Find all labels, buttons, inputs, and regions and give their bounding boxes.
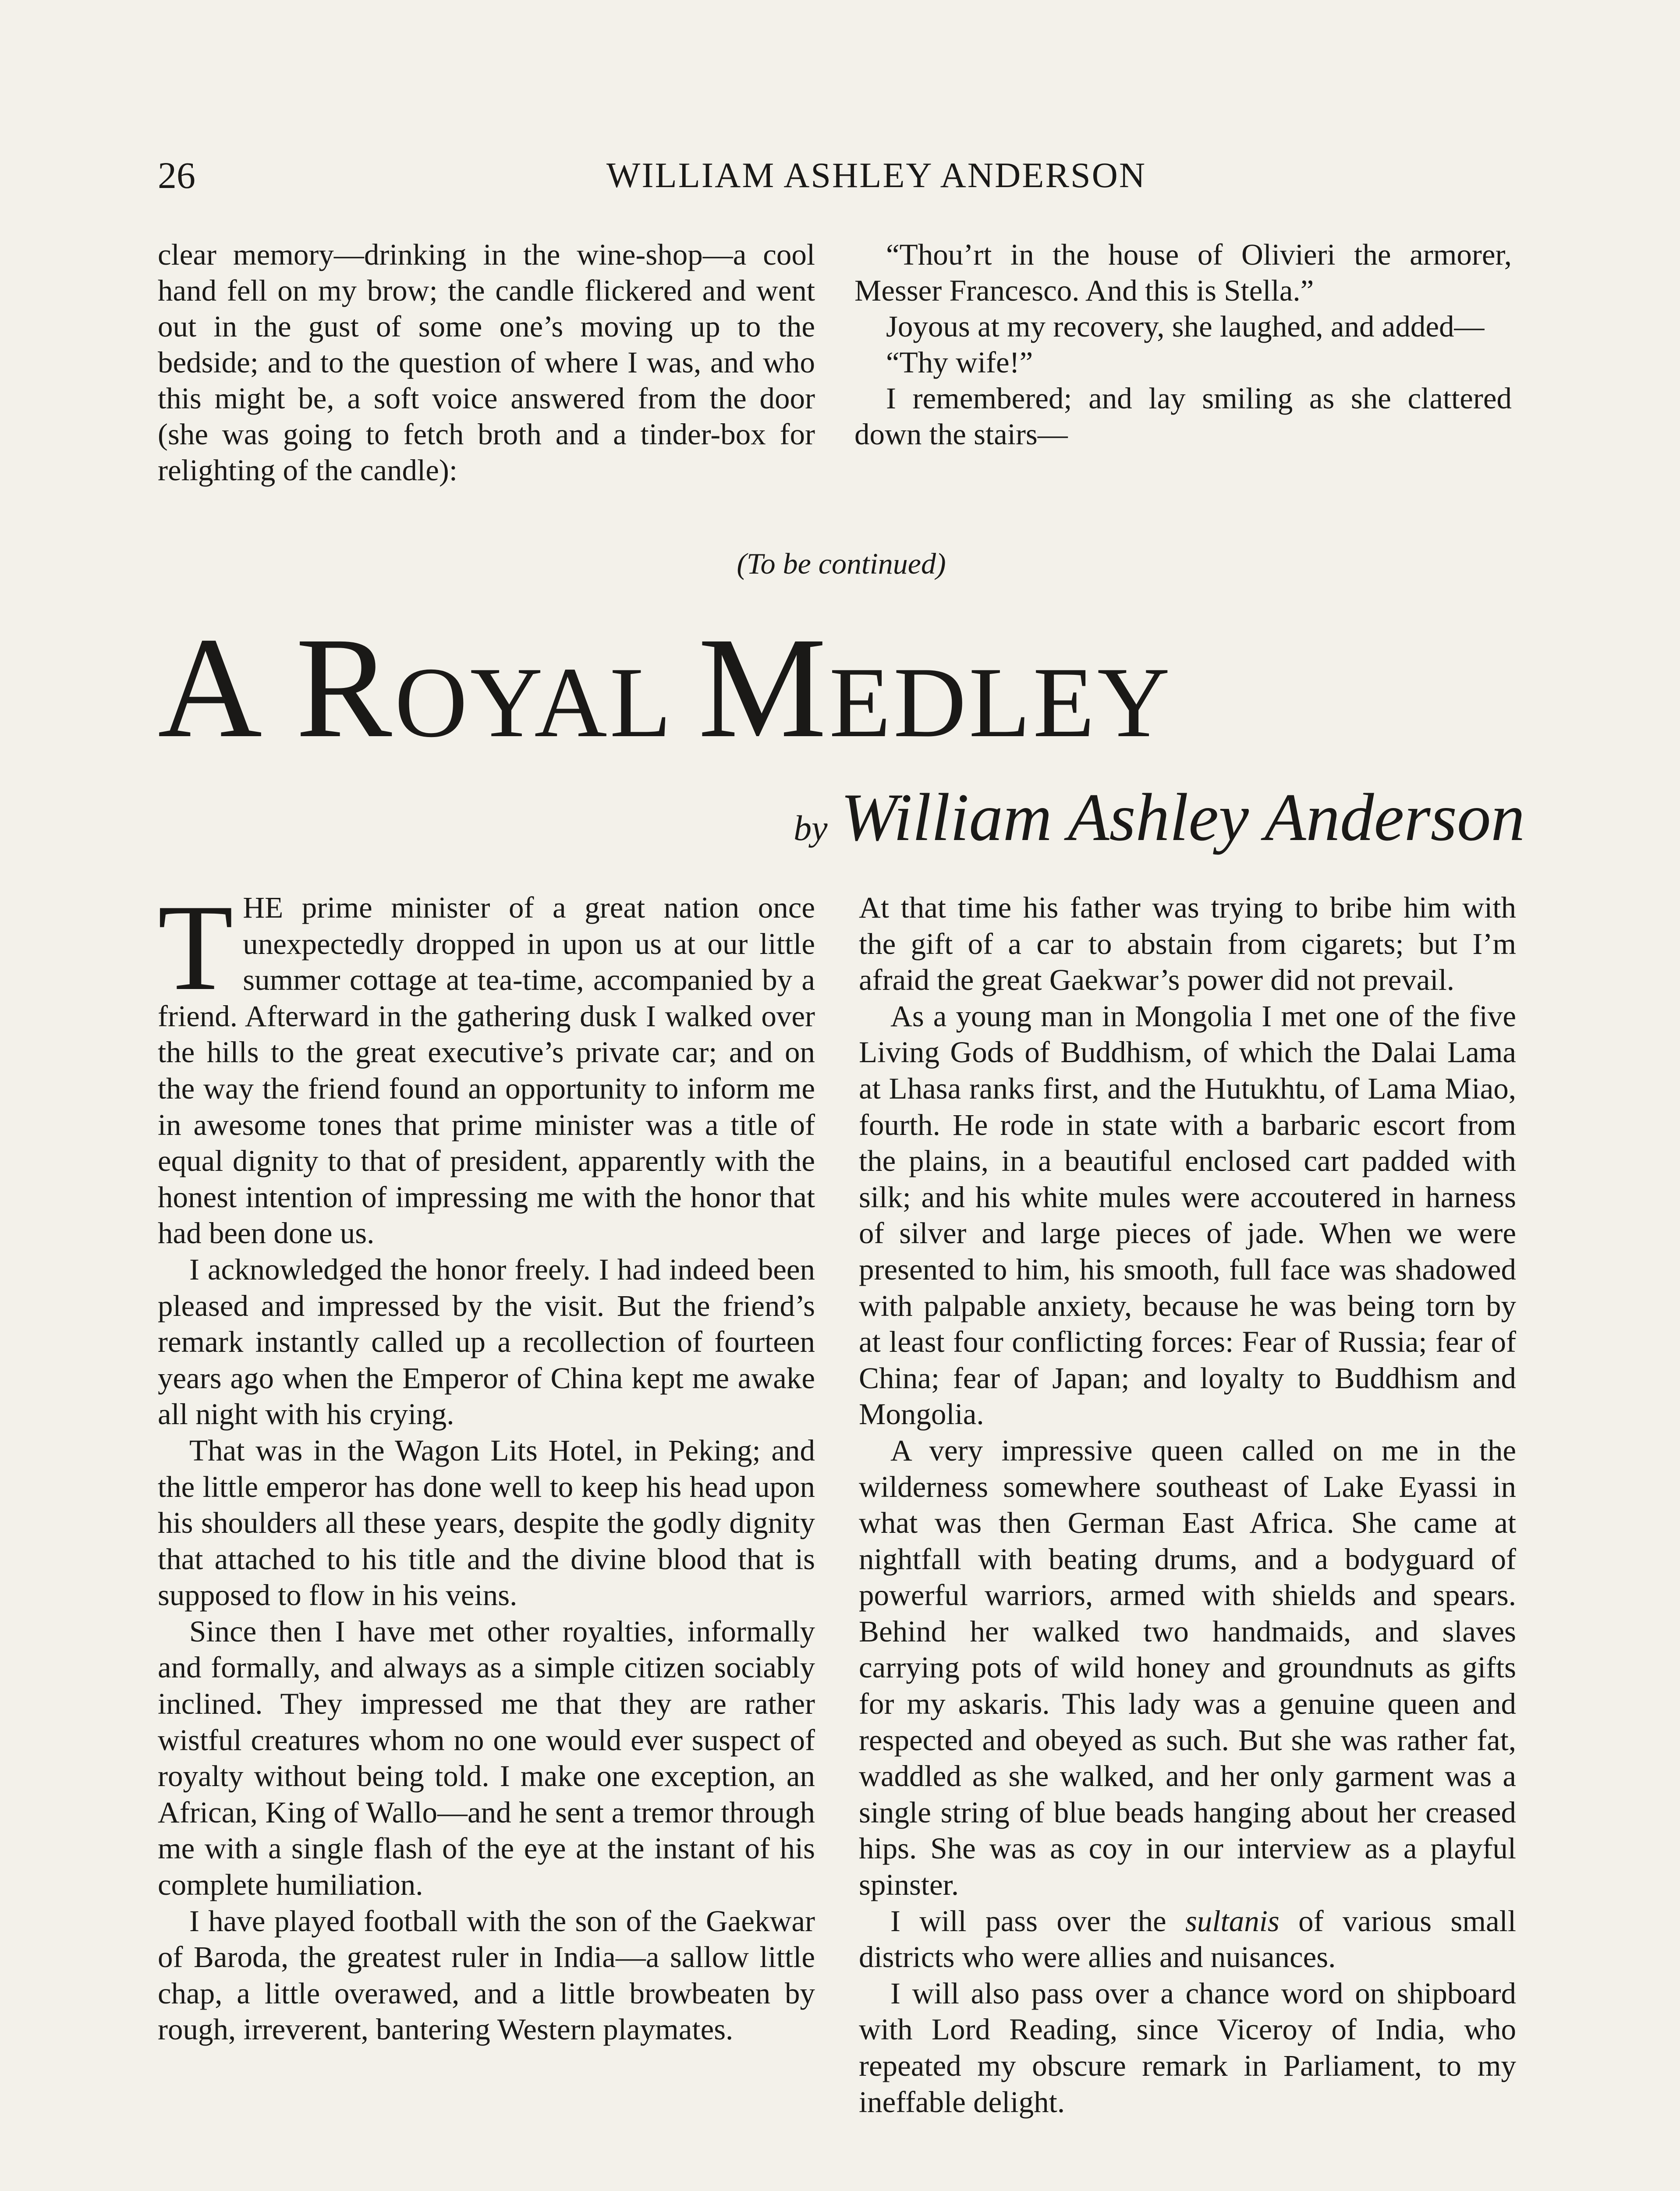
title-part: OYAL (394, 646, 698, 758)
first-paragraph (158, 879, 815, 1251)
paragraph (859, 1903, 1516, 1975)
paragraph: “Thy wife!” (886, 346, 1033, 379)
running-head (158, 149, 1525, 202)
paragraph: At that time his father was trying to bribe him with the gift of a car to abstain from cigarets; but I’m afraid the great Gaekwar’s power did not prevail. (859, 891, 1516, 997)
previous-story-left-column (158, 237, 815, 488)
byline (794, 776, 1525, 870)
text-run: of various small districts who were allies and nuisances. (859, 1904, 1517, 1974)
page-number: 26 (158, 154, 195, 196)
byline-author: William Ashley Anderson (840, 780, 1525, 855)
paragraph: I have played football with the son of the Gaekwar of Baroda, the greatest ruler in India—a sallow little chap, a little overawed, and a little browbeaten by rough, irreverent, bantering Western playmates. (158, 1904, 815, 2046)
paragraph: “Thou’rt in the house of Olivieri the armorer, Messer Francesco. And this is Stella.” (854, 238, 1512, 307)
paragraph: I remembered; and lay smiling as she clattered down the stairs— (854, 382, 1512, 451)
paragraph: Since then I have met other royalties, informally and formally, and always as a simple citizen sociably inclined. They impressed me that they are rather wistful creatures whom no one would ever suspect of royalty without being told. I make one exception, an African, King of Wallo—and he sent a tremor through me with a single flash of the eye at the instant of his complete humiliation. (158, 1614, 815, 1902)
emphasis-sultanis: sultanis (1185, 1904, 1279, 1938)
article-body (158, 879, 1525, 2191)
title-part: R (295, 608, 395, 768)
paragraph: That was in the Wagon Lits Hotel, in Peking; and the little emperor has done well to keep his head upon his shoulders all these years, despite the godly dignity that attached to his title and the divine blood that is supposed to flow in his veins. (158, 1433, 815, 1612)
first-paragraph-text: HE prime minister of a great nation once unexpectedly dropped in upon us at our little summer cottage at tea-time, accompanied by a friend. Afterward in the gathering dusk I walked over the hills to the great executive’s private car; and on the way the friend found an opportunity to inform me in awesome tones that prime minister was a title of equal dignity to that of president, apparently with the honest intention of impressing me with the honor that had been done us. (158, 891, 815, 1250)
previous-story-ending (158, 237, 1525, 552)
to-be-continued: (To be continued) (737, 547, 946, 580)
paragraph: As a young man in Mongolia I met one of the five Living Gods of Buddhism, of which the Dalai Lama at Lhasa ranks first, and the Hutukhtu, of Lama Miao, fourth. He rode in state with a barbaric escort from the plains, in a beautiful enclosed cart padded with silk; and his white mules were accoutered in harness of silver and large pieces of jade. When we were presented to him, his smooth, full face was shadowed with palpable anxiety, because he was being torn by at least four conflicting forces: Fear of Russia; fear of China; fear of Japan; and loyalty to Buddhism and Mongolia. (859, 999, 1516, 1431)
byline-by: by (794, 808, 828, 848)
running-title: WILLIAM ASHLEY ANDERSON (606, 155, 1147, 195)
previous-story-right-column (854, 237, 1512, 452)
title-part: M (698, 608, 829, 768)
paragraph: clear memory—drinking in the wine-shop—a cool hand fell on my brow; the candle flickered and went out in the gust of some one’s moving up to the bedside; and to the question of where I was, and who this might be, a soft voice answered from the door (she was going to fetch broth and a tinder-box for relighting of the candle): (158, 238, 815, 487)
paragraph: I will also pass over a chance word on shipboard with Lord Reading, since Viceroy of India, who repeated my obscure remark in Parliament, to my ineffable delight. (859, 1976, 1516, 2119)
text-run: I will pass over the (890, 1904, 1186, 1938)
title-part: EDLEY (829, 646, 1173, 758)
drop-cap: T (158, 879, 234, 1016)
article-right-column (859, 890, 1516, 2120)
title-part: A (158, 608, 296, 768)
article-left-column (158, 879, 815, 2048)
paragraph: A very impressive queen called on me in the wilderness somewhere southeast of Lake Eyassi in what was then German East Africa. She came at nightfall with beating drums, and a bodyguard of powerful warriors, armed with shields and spears. Behind her walked two handmaids, and slaves carrying pots of wild honey and groundnuts as gifts for my askaris. This lady was a genuine queen and respected and obeyed as such. But she was rather fat, waddled as she walked, and her only garment was a single string of blue beads hanging about her creased hips. She was as coy in our interview as a playful spinster. (859, 1433, 1516, 1902)
paragraph: I acknowledged the honor freely. I had indeed been pleased and impressed by the visit. But the friend’s remark instantly called up a recollection of fourteen years ago when the Emperor of China kept me awake all night with his crying. (158, 1252, 815, 1431)
article-title (158, 608, 1560, 777)
paragraph: Joyous at my recovery, she laughed, and added— (886, 310, 1485, 343)
